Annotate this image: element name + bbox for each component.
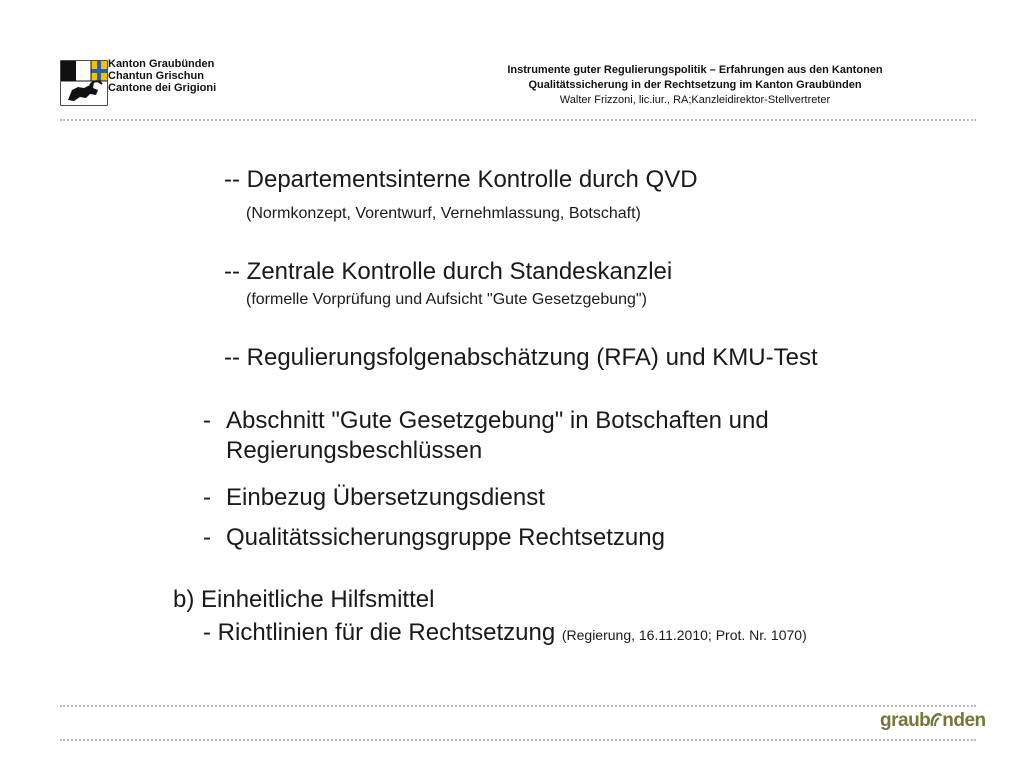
- canton-name-de: Kanton Graubünden: [108, 58, 215, 70]
- canton-coat-of-arms-logo: [60, 60, 108, 106]
- canton-names: [108, 58, 216, 94]
- header-title-line2: Qualitätssicherung in der Rechtsetzung im Kanton Graubünden: [528, 79, 862, 91]
- slide-header: [360, 63, 1024, 108]
- section-b-item-text: - Richtlinien für die Rechtsetzung: [203, 619, 556, 646]
- bullet1-line1: Abschnitt "Gute Gesetzgebung" in Botschaften und: [226, 407, 769, 434]
- item1-subtitle: (Normkonzept, Vorentwurf, Vernehmlassung, Botschaft): [246, 205, 641, 222]
- item2-subtitle: (formelle Vorprüfung und Aufsicht "Gute Gesetzgebung"): [246, 291, 647, 308]
- canton-name-it: Cantone dei Grigioni: [108, 82, 217, 94]
- brand-text-part2: nden: [942, 710, 986, 731]
- bullet3-text: Qualitätssicherungsgruppe Rechtsetzung: [226, 524, 665, 551]
- bullet1-dash: -: [203, 407, 211, 434]
- section-b-note: (Regierung, 16.11.2010; Prot. Nr. 1070): [561, 627, 807, 643]
- item2-title: -- Zentrale Kontrolle durch Standeskanzlei: [224, 258, 673, 285]
- header-title-line1: Instrumente guter Regulierungspolitik – Erfahrungen aus den Kantonen: [507, 64, 883, 76]
- section-b-title: b) Einheitliche Hilfsmittel: [173, 586, 435, 613]
- bullet2-dash: -: [203, 484, 211, 511]
- bullet2-text: Einbezug Übersetzungsdienst: [226, 484, 545, 511]
- bullet3-dash: -: [203, 524, 211, 551]
- top-divider: [60, 119, 976, 121]
- item3-title: -- Regulierungsfolgenabschätzung (RFA) und KMU-Test: [224, 344, 818, 371]
- graubuenden-brand-logo: [880, 710, 986, 732]
- item1-title: -- Departementsinterne Kontrolle durch QVD: [224, 166, 698, 193]
- header-author-line: Walter Frizzoni, lic.iur., RA;Kanzleidirektor-Stellvertreter: [559, 94, 831, 106]
- section-b-item: [203, 618, 807, 650]
- ibex-horn-icon: [930, 712, 942, 728]
- bullet1-line2: Regierungsbeschlüssen: [226, 437, 483, 464]
- canton-name-rm: Chantun Grischun: [108, 70, 204, 82]
- brand-text-part1: graub: [880, 710, 931, 731]
- footer-divider-bottom: [60, 739, 976, 741]
- footer-divider-top: [60, 705, 976, 707]
